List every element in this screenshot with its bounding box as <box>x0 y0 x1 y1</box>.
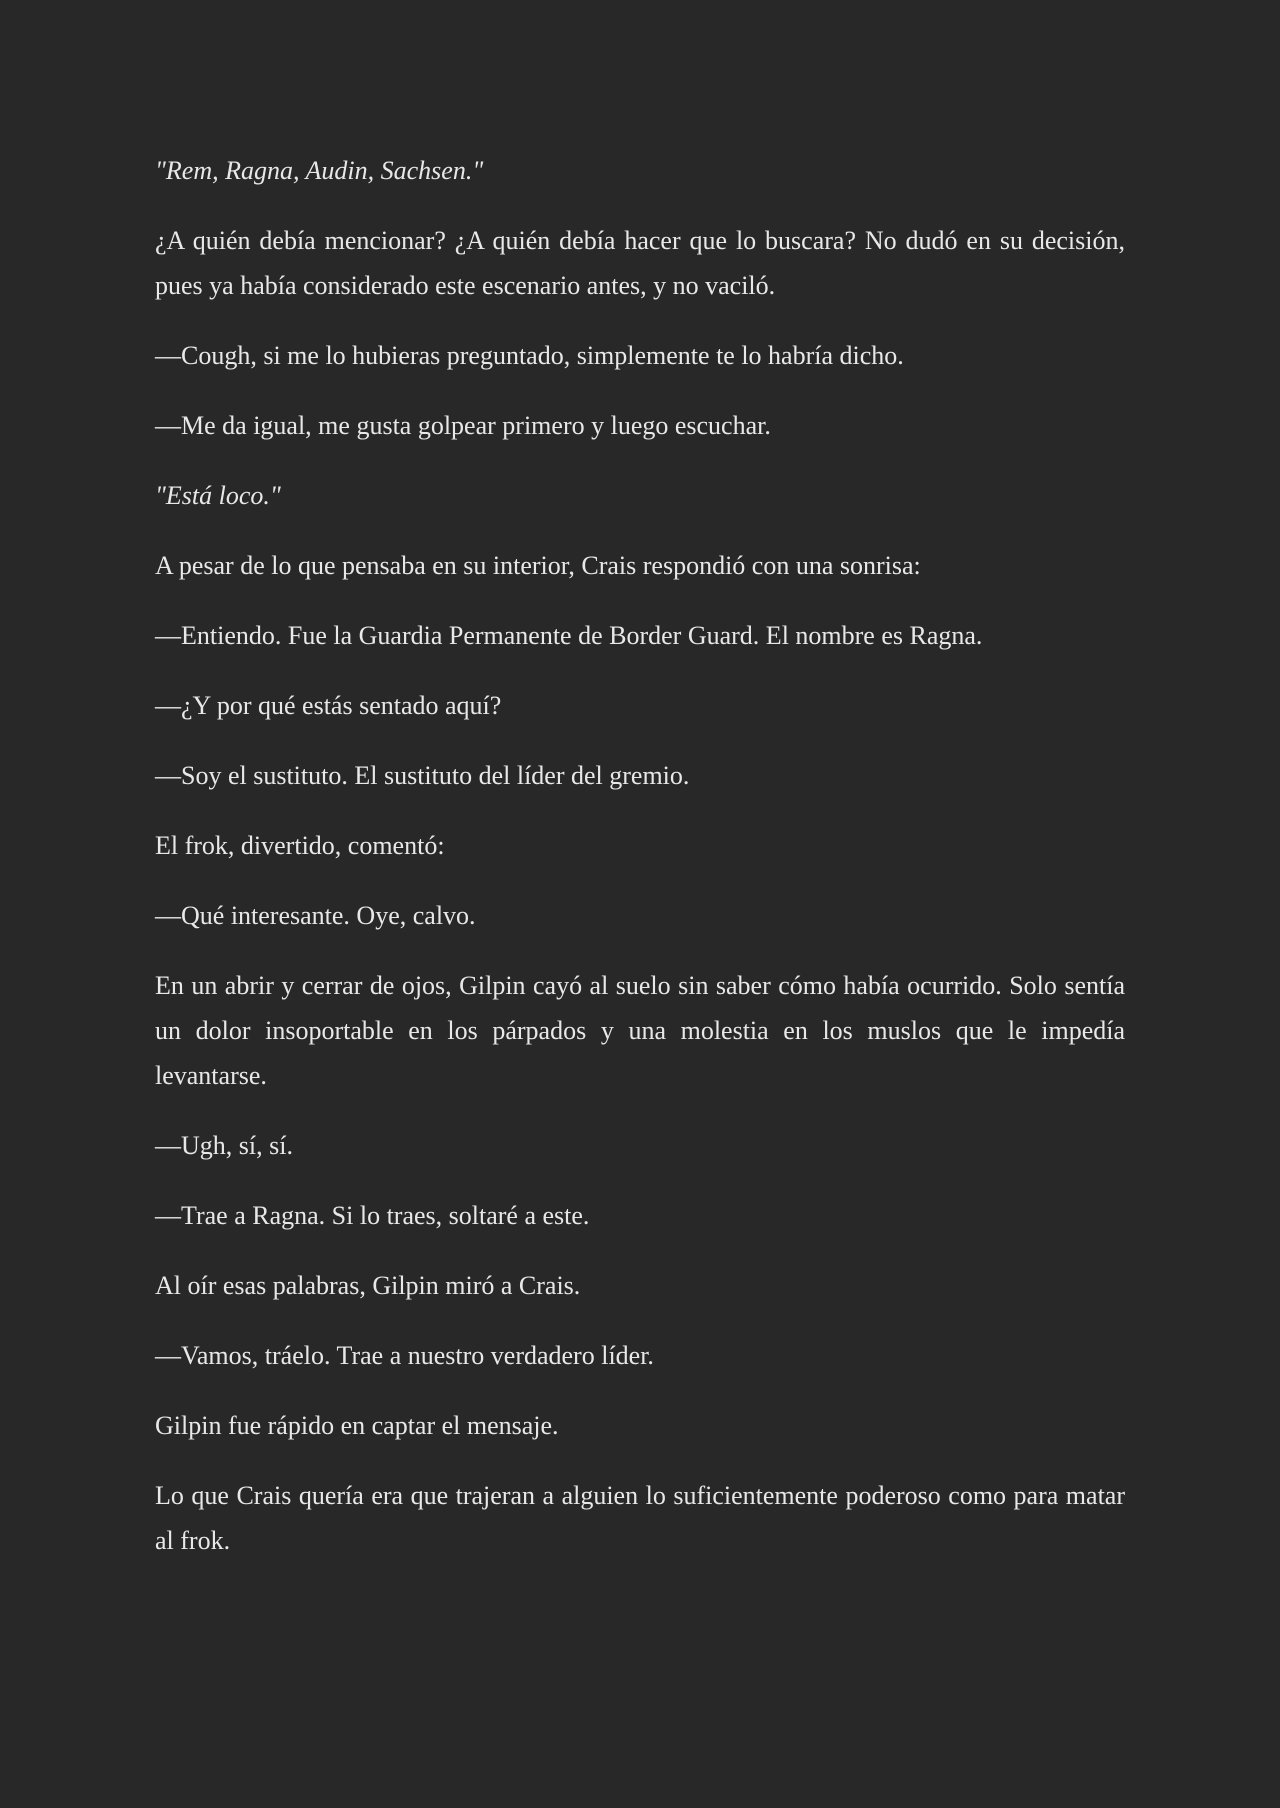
narration-paragraph: A pesar de lo que pensaba en su interior, Crais respondió con una sonrisa: <box>155 551 921 580</box>
dialogue-paragraph: —Soy el sustituto. El sustituto del líder del gremio. <box>155 761 690 790</box>
dialogue-paragraph: —Vamos, tráelo. Trae a nuestro verdadero líder. <box>155 1341 654 1370</box>
narration-paragraph: En un abrir y cerrar de ojos, Gilpin cayó al suelo sin saber cómo había ocurrido. Solo sentía un dolor insoportable en los párpados y una molestia en los muslos que le impedía levantarse. <box>155 971 1125 1090</box>
dialogue-paragraph: —Qué interesante. Oye, calvo. <box>155 901 476 930</box>
narration-paragraph: Lo que Crais quería era que trajeran a alguien lo suficientemente poderoso como para matar al frok. <box>155 1481 1125 1555</box>
dialogue-paragraph: —Cough, si me lo hubieras preguntado, simplemente te lo habría dicho. <box>155 341 904 370</box>
narration-paragraph: Gilpin fue rápido en captar el mensaje. <box>155 1411 559 1440</box>
thought-paragraph: "Está loco." <box>155 481 281 510</box>
narration-paragraph: Al oír esas palabras, Gilpin miró a Crais. <box>155 1271 581 1300</box>
dialogue-paragraph: —Entiendo. Fue la Guardia Permanente de Border Guard. El nombre es Ragna. <box>155 621 983 650</box>
thought-paragraph: "Rem, Ragna, Audin, Sachsen." <box>155 156 484 185</box>
dialogue-paragraph: —Trae a Ragna. Si lo traes, soltaré a este. <box>155 1201 590 1230</box>
dialogue-paragraph: —Me da igual, me gusta golpear primero y luego escuchar. <box>155 411 771 440</box>
narration-paragraph: El frok, divertido, comentó: <box>155 831 445 860</box>
narration-paragraph: ¿A quién debía mencionar? ¿A quién debía hacer que lo buscara? No dudó en su decisión, pues ya había considerado este escenario antes, y no vaciló. <box>155 226 1125 300</box>
dialogue-paragraph: —¿Y por qué estás sentado aquí? <box>155 691 502 720</box>
dialogue-paragraph: —Ugh, sí, sí. <box>155 1131 293 1160</box>
